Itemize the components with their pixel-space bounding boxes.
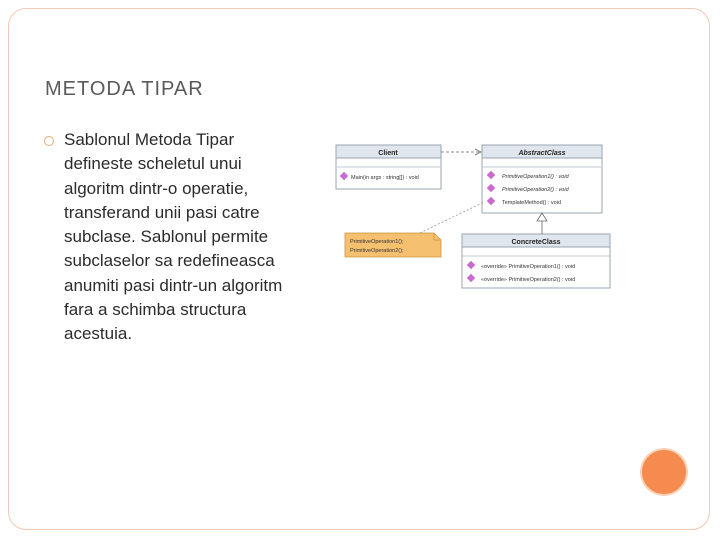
concrete-class-name: ConcreteClass (511, 239, 561, 246)
dependency-arrow (441, 149, 481, 155)
abstract-class (482, 145, 602, 213)
note-line-1: PrimitiveOperation1(); (350, 239, 404, 245)
concrete-method-2: «override» PrimitiveOperation2() : void (481, 277, 576, 283)
abstract-method-3: TemplateMethod() : void (502, 200, 561, 206)
decorative-circle (642, 450, 686, 494)
note-line-2: PrimitiveOperation2(); (350, 248, 404, 254)
slide-title: METODA TIPAR (45, 78, 204, 100)
client-method: Main(in args : string[]) : void (351, 175, 419, 181)
note-box (345, 233, 441, 257)
abstract-method-1: PrimitiveOperation1() : void (502, 174, 569, 180)
client-class-name: Client (378, 150, 398, 157)
client-class (336, 145, 441, 189)
abstract-class-name: AbstractClass (518, 150, 566, 157)
note-connector (420, 202, 484, 233)
concrete-method-1: «override» PrimitiveOperation1() : void (481, 264, 576, 270)
abstract-method-2: PrimitiveOperation2() : void (502, 187, 569, 193)
inheritance-arrow (537, 213, 547, 234)
concrete-class (462, 234, 610, 288)
bullet-text: Sablonul Metoda Tipar defineste scheletul unui algoritm dintr-o operatie, transferand unii pasi catre subclase. Sablonul permite subclaselor sa redefineasca anumiti pasi dintr-un algoritm fara a schimba structura acestuia. (64, 130, 283, 344)
